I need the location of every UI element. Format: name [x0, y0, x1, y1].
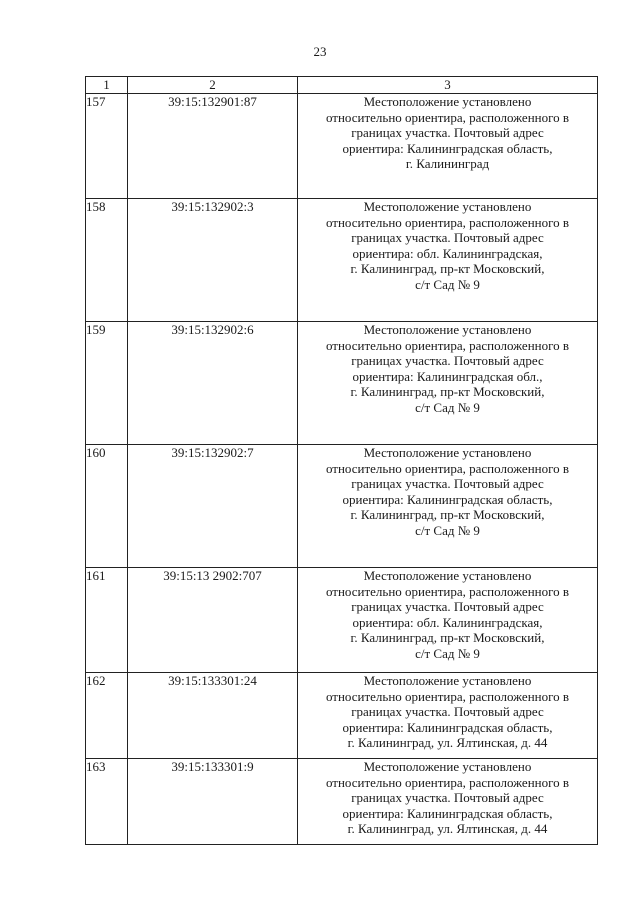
location-line: границах участка. Почтовый адрес: [351, 790, 544, 806]
location-line: относительно ориентира, расположенного в: [325, 109, 570, 125]
table-row: [86, 445, 598, 568]
location-line: границах участка. Почтовый адрес: [351, 125, 544, 141]
row-number: 159: [86, 322, 128, 445]
header-row: [86, 77, 598, 94]
location-description: [298, 673, 598, 759]
location-line: относительно ориентира, расположенного в: [325, 583, 570, 599]
location-line: границах участка. Почтовый адрес: [351, 476, 544, 492]
location-description: [298, 199, 598, 322]
location-description: [298, 94, 598, 199]
location-line: границах участка. Почтовый адрес: [351, 230, 544, 246]
cadastral-number: 39:15:13 2902:707: [128, 568, 298, 673]
location-line: ориентира: Калининградская обл.,: [352, 368, 543, 384]
location-line: Местоположение установлено: [363, 199, 532, 214]
column-header-2: 2: [128, 77, 298, 94]
location-line: Местоположение установлено: [363, 568, 532, 583]
location-line: г. Калининград, пр-кт Московский,: [350, 507, 545, 523]
table-header: [86, 77, 598, 94]
table-body: [86, 94, 598, 845]
location-description: [298, 759, 598, 845]
cadastral-number: 39:15:132902:6: [128, 322, 298, 445]
location-line: границах участка. Почтовый адрес: [351, 704, 544, 720]
row-number: 163: [86, 759, 128, 845]
column-header-1: 1: [86, 77, 128, 94]
location-line: границах участка. Почтовый адрес: [351, 599, 544, 615]
location-line: с/т Сад № 9: [415, 399, 480, 415]
location-line: г. Калининград, ул. Ялтинская, д. 44: [347, 821, 548, 837]
location-line: с/т Сад № 9: [415, 522, 480, 538]
row-number: 161: [86, 568, 128, 673]
location-description: [298, 568, 598, 673]
table-row: [86, 673, 598, 759]
table-row: [86, 568, 598, 673]
row-number: 160: [86, 445, 128, 568]
location-line: относительно ориентира, расположенного в: [325, 214, 570, 230]
cadastral-number: 39:15:133301:9: [128, 759, 298, 845]
table-row: [86, 759, 598, 845]
location-line: г. Калининград: [405, 156, 490, 172]
location-description: [298, 445, 598, 568]
location-line: Местоположение установлено: [363, 322, 532, 337]
row-number: 157: [86, 94, 128, 199]
location-line: ориентира: обл. Калининградская,: [352, 614, 543, 630]
location-line: ориентира: Калининградская область,: [342, 491, 553, 507]
location-line: г. Калининград, ул. Ялтинская, д. 44: [347, 735, 548, 751]
cadastral-number: 39:15:132902:3: [128, 199, 298, 322]
location-description: [298, 322, 598, 445]
table-row: [86, 94, 598, 199]
location-line: ориентира: Калининградская область,: [342, 805, 553, 821]
column-header-3: 3: [298, 77, 598, 94]
location-line: относительно ориентира, расположенного в: [325, 774, 570, 790]
page-number: 23: [313, 44, 327, 59]
table-row: [86, 199, 598, 322]
location-line: ориентира: Калининградская область,: [342, 719, 553, 735]
location-line: Местоположение установлено: [363, 94, 532, 109]
location-line: относительно ориентира, расположенного в: [325, 337, 570, 353]
row-number: 162: [86, 673, 128, 759]
cadastral-number: 39:15:133301:24: [128, 673, 298, 759]
table-row: [86, 322, 598, 445]
cadastral-number: 39:15:132901:87: [128, 94, 298, 199]
location-line: с/т Сад № 9: [415, 276, 480, 292]
location-line: г. Калининград, пр-кт Московский,: [350, 630, 545, 646]
land-plot-table: [85, 76, 598, 845]
location-line: Местоположение установлено: [363, 759, 532, 774]
cadastral-number: 39:15:132902:7: [128, 445, 298, 568]
location-line: границах участка. Почтовый адрес: [351, 353, 544, 369]
row-number: 158: [86, 199, 128, 322]
location-line: Местоположение установлено: [363, 673, 532, 688]
location-line: г. Калининград, пр-кт Московский,: [350, 384, 545, 400]
location-line: Местоположение установлено: [363, 445, 532, 460]
location-line: ориентира: обл. Калининградская,: [352, 245, 543, 261]
location-line: относительно ориентира, расположенного в: [325, 688, 570, 704]
location-line: относительно ориентира, расположенного в: [325, 460, 570, 476]
location-line: г. Калининград, пр-кт Московский,: [350, 261, 545, 277]
location-line: ориентира: Калининградская область,: [342, 140, 553, 156]
location-line: с/т Сад № 9: [415, 645, 480, 661]
